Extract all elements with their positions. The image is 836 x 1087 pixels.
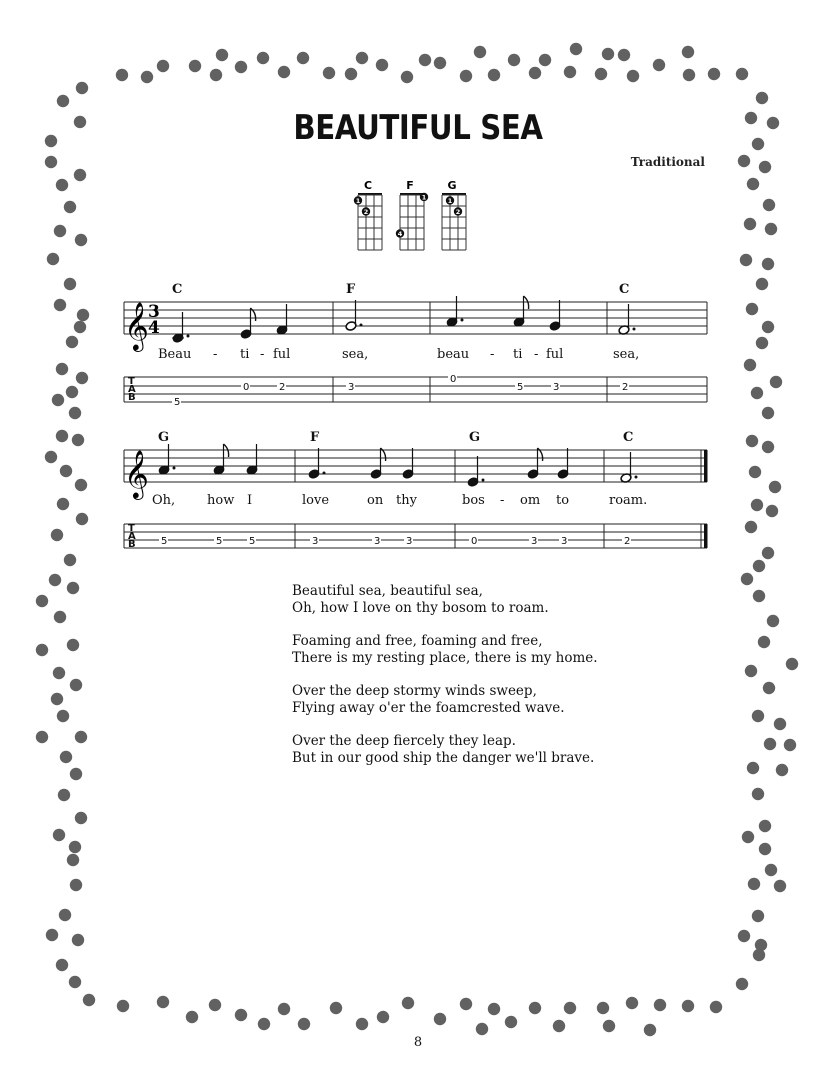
verse [292, 583, 598, 617]
chord-diagram-name: C [363, 179, 373, 192]
lyric-syllable: beau [437, 347, 470, 362]
tab-number: 5 [517, 382, 524, 393]
lyric-syllable: roam. [609, 493, 648, 508]
treble-clef: 𝄞 [124, 301, 149, 350]
lyric-syllable: sea, [342, 347, 369, 362]
verse-line: Beautiful sea, beautiful sea, [292, 583, 483, 599]
chord-label: F [346, 282, 356, 297]
time-signature-bottom: 4 [148, 318, 160, 338]
tab-number: 5 [174, 397, 181, 408]
song-title: BEAUTIFUL SEA [293, 108, 543, 148]
tab-clef-b: B [128, 539, 136, 550]
lyric-syllable: om [520, 493, 541, 508]
tab-number: 5 [161, 536, 168, 547]
tab-number: 2 [624, 536, 631, 547]
tab-number: 0 [471, 536, 478, 547]
verse-line: Oh, how I love on thy bosom to roam. [292, 600, 549, 616]
composer-credit: Traditional [630, 155, 705, 169]
finger-number: 1 [355, 197, 361, 206]
finger-number: 4 [397, 230, 403, 239]
lyric-hyphen: - [534, 347, 539, 362]
verse-line: Foaming and free, foaming and free, [292, 633, 543, 649]
lyric-syllable: I [247, 493, 253, 508]
tab-number: 5 [216, 536, 223, 547]
chord-diagram-name: F [406, 179, 414, 192]
page-number: 8 [413, 1035, 423, 1050]
lyric-syllable: love [302, 493, 330, 508]
lyric-syllable: Beau [158, 347, 192, 362]
lyric-syllable: bos [462, 493, 485, 508]
lyric-syllable: on [367, 493, 384, 508]
tab-clef-a: A [128, 384, 136, 395]
verse-line: Over the deep fiercely they leap. [292, 733, 516, 749]
tab-clef-t: T [128, 523, 135, 534]
tab-number: 3 [406, 536, 413, 547]
tab-number: 2 [622, 382, 629, 393]
tab-clef-t: T [128, 376, 135, 387]
lyric-syllable: ful [273, 347, 291, 362]
lyric-hyphen: - [500, 493, 505, 508]
lyric-syllable: Oh, [152, 493, 176, 508]
verse [292, 633, 598, 667]
lyric-syllable: ti [240, 347, 250, 362]
lyric-syllable: to [556, 493, 570, 508]
finger-number: 1 [447, 197, 453, 206]
verse-line: But in our good ship the danger we'll brave. [292, 750, 595, 766]
system-1 [124, 282, 707, 408]
lyrics-verses [292, 583, 598, 783]
verse [292, 683, 598, 717]
tab-number: 0 [243, 382, 250, 393]
tab-number: 2 [279, 382, 286, 393]
chord-label: C [623, 430, 634, 445]
chord-label: G [469, 430, 481, 445]
lyric-syllable: thy [396, 493, 417, 508]
lyric-syllable: ful [546, 347, 564, 362]
tab-clef-a: A [128, 531, 136, 542]
tab-number: 0 [450, 374, 457, 385]
tab-number: 3 [531, 536, 538, 547]
finger-number: 1 [421, 193, 427, 202]
tab-clef-b: B [128, 392, 136, 403]
time-signature-top: 3 [148, 302, 160, 322]
lyric-syllable: how [207, 493, 235, 508]
verse-line: Over the deep stormy winds sweep, [292, 683, 537, 699]
chord-label: G [158, 430, 170, 445]
tab-number: 3 [553, 382, 560, 393]
tab-number: 3 [348, 382, 355, 393]
verse-line: There is my resting place, there is my home. [292, 650, 598, 666]
finger-number: 2 [455, 208, 461, 217]
chord-label: C [172, 282, 183, 297]
chord-label: C [619, 282, 630, 297]
finger-number: 2 [363, 208, 369, 217]
treble-clef: 𝄞 [124, 449, 149, 498]
tab-number: 3 [312, 536, 319, 547]
system-2 [124, 430, 708, 550]
lyric-syllable: ti [513, 347, 523, 362]
verse [292, 733, 598, 767]
verse-line: Flying away o'er the foamcrested wave. [292, 700, 565, 716]
chord-diagram-name: G [447, 179, 457, 192]
tab-number: 3 [374, 536, 381, 547]
lyric-hyphen: - [260, 347, 265, 362]
chord-label: F [310, 430, 320, 445]
tab-number: 5 [249, 536, 256, 547]
lyric-syllable: sea, [613, 347, 640, 362]
tab-number: 3 [561, 536, 568, 547]
lyric-hyphen: - [490, 347, 495, 362]
lyric-hyphen: - [213, 347, 218, 362]
